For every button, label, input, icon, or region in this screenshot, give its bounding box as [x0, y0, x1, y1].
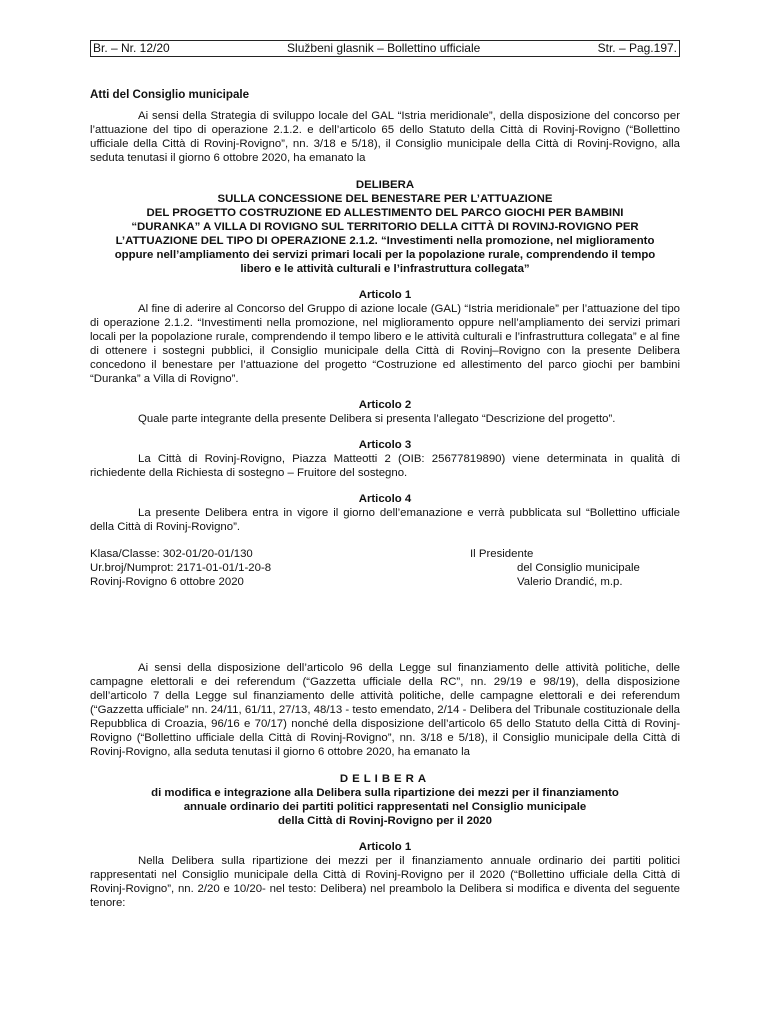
doc2-title-line: annuale ordinario dei partiti politici rappresentati nel Consiglio municipale: [183, 801, 587, 813]
urbroj: Ur.broj/Numprot: 2171-01-01/1-20-8: [90, 562, 272, 574]
doc2-title-line: di modifica e integrazione alla Delibera sulla ripartizione dei mezzi per il finanziamento: [151, 787, 619, 799]
doc1-title-line: DEL PROGETTO COSTRUZIONE ED ALLESTIMENTO DEL PARCO GIOCHI PER BAMBINI: [146, 207, 624, 219]
article-heading: Articolo 4: [358, 493, 412, 505]
signature-block: [90, 547, 680, 589]
article-heading: Articolo 3: [358, 439, 412, 451]
doc2-intro: Ai sensi della disposizione dell’articolo 96 della Legge sul finanziamento delle attività politiche, delle campagne elettorali e dei referendum (“Gazzetta ufficiale della RC”, nn. 29/19 e 98/19), della disposizione dell’articolo 7 della Legge sul finanziamento delle attività politiche, delle campagne elettorali e dei referendum (“Gazzetta ufficiale” nn. 24/11, 61/11, 27/13, 48/13 - testo emendato, 2/14 - Delibera del Tribunale costituzionale della Repubblica di Croazia, 96/16 e 70/17) nonché della disposizione dell’articolo 65 dello Statuto della Città di Rovinj-Rovigno (“Bollettino ufficiale della Città di Rovinj-Rovigno”, nn. 3/18 e 5/18), il Consiglio municipale della Città di Rovinj-Rovigno, alla seduta tenutasi il giorno 6 ottobre 2020, ha emanato la: [90, 662, 680, 758]
signatory-role: Il Presidente: [470, 548, 534, 560]
signatory: [470, 547, 680, 589]
doc1-title-line: SULLA CONCESSIONE DEL BENESTARE PER L’ATTUAZIONE: [217, 193, 553, 205]
reference-numbers: [90, 547, 470, 589]
place-date: Rovinj-Rovigno 6 ottobre 2020: [90, 576, 244, 588]
article-text: Al fine di aderire al Concorso del Gruppo di azione locale (GAL) “Istria meridionale” per l’attuazione del tipo di operazione 2.1.2. “Investimenti nella promozione, nel miglioramento oppure nell’ampliamento dei servizi primari locali per la popolazione rurale, comprendendo il tempo libero e le attività culturali e l’infrastruttura collegata” e al fine di ottenere i sostegni pubblici, il Consiglio municipale della Città di Rovinj–Rovigno con la presente Delibera concedono il benestare per l’attuazione del progetto “Costruzione ed allestimento del parco giochi per bambini “Duranka” a Villa di Rovigno”.: [90, 303, 680, 385]
article-heading: Articolo 2: [358, 399, 412, 411]
page-header: [90, 40, 680, 57]
signatory-body: del Consiglio municipale: [517, 562, 640, 574]
doc1-title-line: oppure nell’ampliamento dei servizi primari locali per la popolazione rurale, comprendendo il tempo: [114, 249, 656, 261]
signatory-name: Valerio Drandić, m.p.: [517, 576, 623, 588]
doc1-title-line: L’ATTUAZIONE DEL TIPO DI OPERAZIONE 2.1.2. “Investimenti nella promozione, nel miglioramento: [115, 235, 655, 247]
article-heading: Articolo 1: [358, 289, 412, 301]
klasa: Klasa/Classe: 302-01/20-01/130: [90, 548, 253, 560]
doc1-title-line: libero e le attività culturali e l’infrastruttura collegata”: [240, 263, 530, 275]
doc1-title-line: DELIBERA: [355, 179, 415, 191]
article-text: La Città di Rovinj-Rovigno, Piazza Matteotti 2 (OIB: 25677819890) viene determinata in qualità di richiedente della Richiesta di sostegno – Fruitore del sostegno.: [90, 453, 680, 479]
doc1-intro: Ai sensi della Strategia di sviluppo locale del GAL “Istria meridionale”, della disposizione del concorso per l’attuazione del tipo di operazione 2.1.2. e dell’articolo 65 dello Statuto della Città di Rovinj-Rovigno (“Bollettino ufficiale della Città di Rovinj-Rovigno”, nn. 3/18 e 5/18), il Consiglio municipale della Città di Rovinj-Rovigno, alla seduta tenutasi il giorno 6 ottobre 2020, ha emanato la: [90, 110, 680, 164]
doc1-title: [90, 178, 680, 276]
article-text: Nella Delibera sulla ripartizione dei mezzi per il finanziamento annuale ordinario dei partiti politici rappresentati nel Consiglio municipale della Città di Rovinj-Rovigno per il 2020 (“Bollettino ufficiale della Città di Rovinj-Rovigno”, nn. 2/20 e 10/20- nel testo: Delibera) nel preambolo la Delibera si modifica e diventa del seguente tenore:: [90, 855, 680, 909]
doc2-title: [90, 786, 680, 828]
doc1-title-line: “DURANKA” A VILLA DI ROVIGNO SUL TERRITORIO DELLA CITTÀ DI ROVINJ-ROVIGNO PER: [131, 221, 639, 233]
doc2-title-line: della Città di Rovinj-Rovigno per il 2020: [278, 815, 492, 827]
document-page: [90, 40, 680, 910]
article-text: La presente Delibera entra in vigore il giorno dell’emanazione e verrà pubblicata sul “Bollettino ufficiale della Città di Rovinj-Rovigno”.: [90, 507, 680, 533]
publication-title: Službeni glasnik – Bollettino ufficiale: [287, 41, 481, 55]
article-heading: Articolo 1: [358, 841, 412, 853]
page-number: Str. – Pag.197.: [597, 41, 677, 55]
section-title: Atti del Consiglio municipale: [90, 88, 250, 101]
article-text: Quale parte integrante della presente Delibera si presenta l’allegato “Descrizione del progetto”.: [138, 413, 616, 425]
issue-number: Br. – Nr. 12/20: [93, 41, 170, 55]
doc2-title-spaced: DELIBERA: [339, 773, 431, 785]
